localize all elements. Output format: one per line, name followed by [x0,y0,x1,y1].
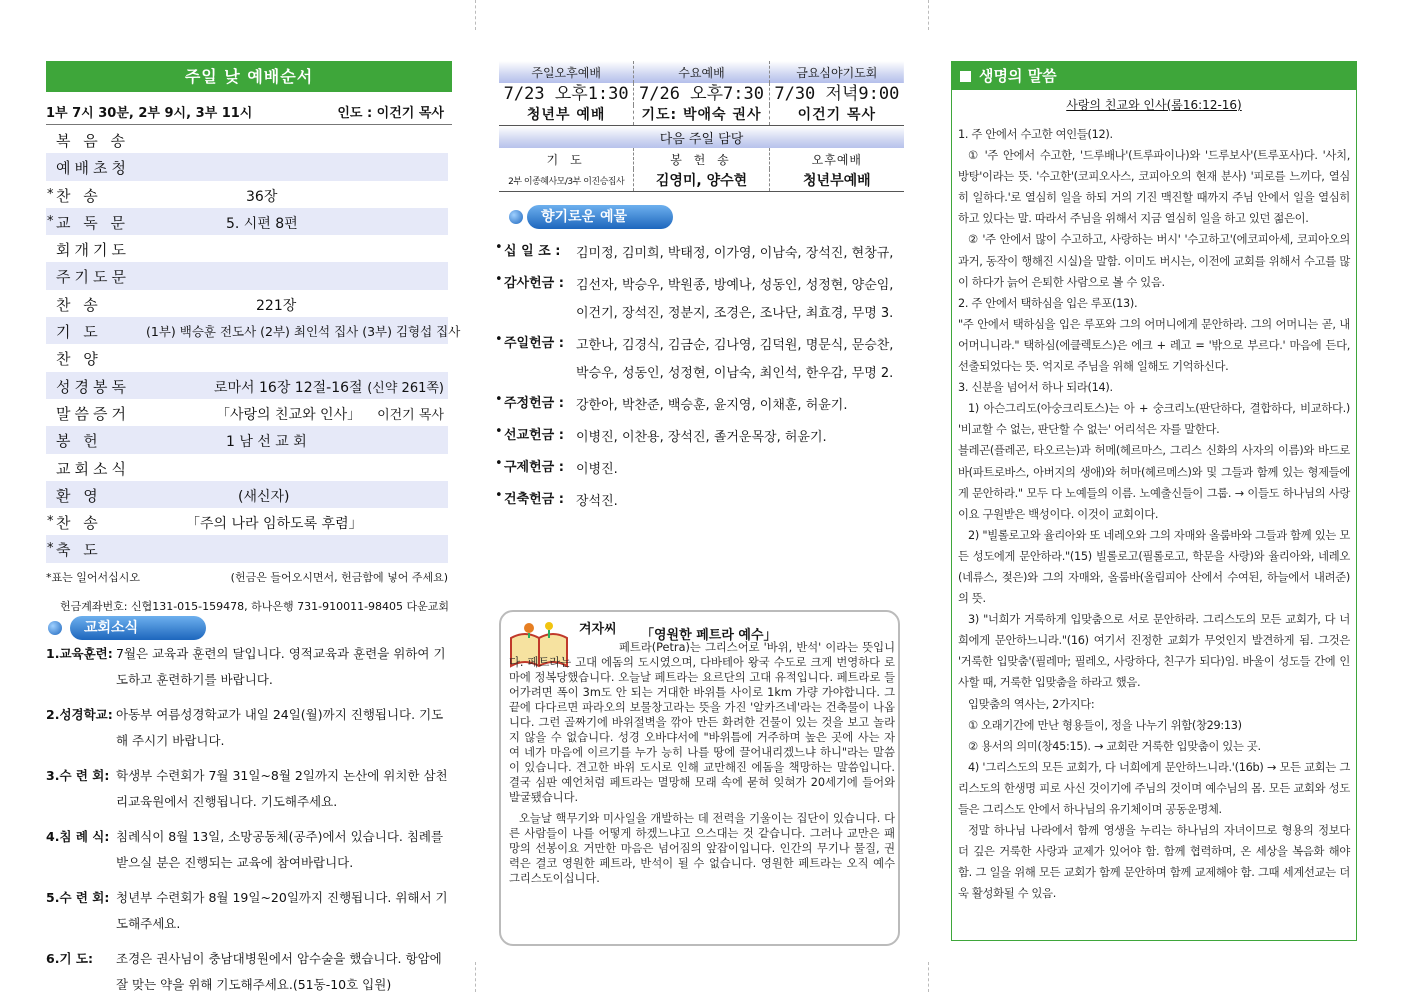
news-label: 1.교육훈련: [46,646,113,661]
bullet-icon: • [495,392,503,407]
order-label: 회개기도 [56,241,130,260]
news-label: 6.기 도: [46,951,93,966]
order-label: 주기도문 [56,268,130,287]
bullet-icon: • [495,488,503,503]
order-row [46,208,448,235]
order-label: 성경봉독 [56,377,130,396]
offering-names: 김미정, 김미희, 박태정, 이가영, 이남숙, 장석진, 현창규, [576,246,894,261]
service-when: 7/30 저녁9:00 [774,84,900,104]
offering-list [495,240,904,520]
story-tag: 겨자씨 [579,622,617,637]
offering-label: 십 일 조 : [504,244,561,259]
order-label: 봉 헌 [56,432,102,451]
service-schedule-table [499,61,904,192]
service-who: 청년부 예배 [499,105,634,126]
order-row [46,262,448,289]
service-times-row [46,96,452,125]
order-label: 교회소식 [56,459,130,478]
news-item [46,702,452,754]
offering-heading: 향기로운 예물 [527,205,673,229]
sermon-paragraph: 2) "빌롤로고와 율리아와 또 네레오와 그의 자매와 올룸바와 그들과 함께 있는 모든 성도에게 문안하라."(15) 빌롤로고(필롤로고, 학문을 사랑)와 율리아와, 네레오(네류스, 젖은)와 그의 자매와, 올룸바(올림피아 산에서 수여된, 하늘에서 내려준)의 뜻. [958,528,1350,606]
news-text: 청년부 수련회가 8월 19일~20일까지 진행됩니다. 위해서 기도해주세요. [116,890,448,931]
sermon-paragraph: 2. 주 안에서 택하심을 입은 루포(13). [958,296,1138,310]
order-value: 221장 [256,297,297,314]
offering-item [495,392,904,420]
order-label: 교 독 문 [56,213,130,232]
order-value: 1 남 선 교 회 [226,434,307,451]
order-row [46,399,448,426]
offering-names: 고한나, 김경식, 김금순, 김나영, 김덕원, 명문식, 문승찬, 박승우, 성동인, 성정현, 이남숙, 최인석, 한우감, 무명 2. [576,338,894,381]
news-item [46,946,452,998]
offering-item [495,488,904,516]
stand-mark: * [47,541,54,557]
service-name: 금요심야기도회 [796,65,878,80]
order-label: 찬 송 [56,186,102,205]
sermon-subtitle: 사랑의 친교와 인사(롬16:12-16) [1066,98,1242,112]
offering-item [495,240,904,268]
offering-label: 건축헌금 : [504,492,564,507]
service-who: 기도: 박애숙 권사 [634,105,769,126]
sermon-paragraph: 3. 신분을 넘어서 하나 되라(14). [958,381,1113,395]
order-row [46,508,448,535]
order-label: 기 도 [56,323,102,342]
bullet-icon: • [495,240,503,255]
duty-name: 기 도 [499,148,634,169]
order-value: 「사랑의 친교와 인사」 [216,406,362,423]
duty-who: 김영미, 양수현 [634,169,769,192]
church-news-heading: 교회소식 [70,616,206,640]
sermon-box [951,61,1357,941]
story-paragraph: 오늘날 핵무기와 미사일을 개발하는 데 전력을 기울이는 집단이 있습니다. 다른 사람들이 나를 어떻게 하겠느냐고 으스대는 것 같습니다. 그러나 교만은 패망의 선봉이요 거만한 마음은 넘어짐의 앞잡이입니다. 인간의 무기나 물질, 권력은 결코 영원한 페트라, 반석이 될 수 없습니다. 영원한 페트라는 오직 예수 그리스도이십니다. [509,812,895,885]
stand-mark: * [47,186,54,202]
order-label: 찬 송 [56,514,102,533]
service-name: 수요예배 [634,61,769,83]
duty-name: 오후예배 [811,153,863,167]
news-label: 4.침 례 식: [46,829,110,844]
news-text: 7월은 교육과 훈련의 달입니다. 영적교육과 훈련을 위하여 기도하고 훈련하기를 바랍니다. [116,646,446,687]
order-label: 예배초청 [56,159,130,178]
offering-item [495,456,904,484]
offering-names: 이병진, 이찬용, 장석진, 졸거운목장, 허윤기. [576,430,827,445]
sermon-paragraph: 3) "너희가 거룩하게 입맞춤으로 서로 문안하라. 그리스도의 모든 교회가, 다 너희에게 문안하느니라."(16) 여기서 진정한 교회가 무엇인지 발견하게 됨. 그것은 '거룩한 입맞춤'(필레마; 필레오, 사랑하다, 친구가 되다)임. 바울이 성도들 간에 인사할 때, 거룩한 입맞춤을 하라고 했음. [958,613,1350,690]
bullet-icon: • [495,424,503,439]
bullet-icon [509,210,523,224]
order-row [46,372,448,399]
news-item [46,824,452,876]
fold-line-left [475,0,476,30]
order-row [46,535,448,562]
news-label: 2.성경학교: [46,707,113,722]
order-row [46,481,448,508]
news-item [46,763,452,815]
duty-who: 2부 이종혜사모/3부 이진승집사 [499,169,634,192]
offering-label: 구제헌금 : [504,460,564,475]
order-label: 복 음 송 [56,132,130,150]
news-label: 3.수 련 회: [46,768,110,783]
sermon-paragraph: ② '주 안에서 많이 수고하고, 사랑하는 버시' '수고하고'(에코피아세, 코피아오의 과거, 동작이 행해진 시실)을 말함. 이미도 버시는, 이전에 교회를 위해서 수고를 많이 하다가 늙어 은퇴한 사람으로 볼 수 있음. [958,233,1350,289]
news-text: 침례식이 8월 13일, 소망공동체(공주)에서 있습니다. 침례를 받으실 분은 진행되는 교육에 참여바랍니다. [116,829,444,870]
story-paragraph: 페트라(Petra)는 그리스어로 '바위, 반석' 이라는 뜻입니다. 페트라는 고대 에돔의 도시였으며, 다바테아 왕국 수도로 크게 번영하다 로마에 정복당했습니다. 오늘날 페트라는 요르단의 고대 유적입니다. 페트라로 들어가려면 폭이 3m도 안 되는 거대한 바위틀 사이로 1km 가량 가야합니다. 그 끝에 다다르면 파라오의 보물창고라는 뜻을 가진 '알카즈네'라는 건축물이 나옵니다. 그런 골짜기에 바위절벽을 깎아 만든 화려한 건물이 있는 것을 보고 놀라지 않을 수 없습니다. 성경 오바댜서에 "바위틈에 거주하며 높은 곳에 사는 자여 네가 마음에 이르기를 누가 능히 나를 땅에 끌어내리겠느냐 하니"라는 말씀이 있습니다. 견고한 바위 도시로 인해 교만해진 에돔을 책망하는 말씀입니다. 결국 심판 예언처럼 페트라는 멸망해 모래 속에 묻혀 잊혀가 20세기에 들어와 발굴됐습니다. [509,641,895,804]
duty-who: 청년부예배 [769,169,904,192]
offering-names: 장석진. [576,494,618,509]
order-row [46,235,448,262]
offering-label: 주일헌금 : [504,336,564,351]
offering-note: (헌금은 들어오시면서, 헌금함에 넣어 주세요) [230,571,448,584]
service-when: 7/23 오후1:30 [499,83,634,105]
church-news-list [46,641,452,1007]
order-value: 36장 [246,188,278,205]
sermon-paragraph: 1. 주 안에서 수고한 여인들(12). [958,128,1113,141]
offering-item [495,424,904,452]
fold-line-right-bottom [928,962,929,992]
worship-order-list [46,126,461,563]
service-times: 1부 7시 30분, 2부 9시, 3부 11시 [46,106,253,121]
order-row [46,426,448,453]
sermon-paragraph: "주 안에서 택하심을 입은 루포와 그의 어머니에게 문안하라. 그의 어머니는 곧, 내 어머니니라." 택하심(에클렉토스)은 에크 + 레고 = '밖으로 부르다.' 마음에 든다, 선출되었다는 뜻. 억지로 주님을 위해 일해도 기억하신다. [958,317,1350,374]
order-label: 환 영 [56,486,102,505]
sermon-title-bar [952,62,1356,90]
order-value: 로마서 16장 12절-16절 [214,379,363,396]
offering-label: 감사헌금 : [504,276,564,291]
sermon-paragraph: ① '주 안에서 수고한, '드루배나'(트루파이나)와 '드루보사'(트루포사)다. '사치, 방탕'이라는 뜻. '수고한'(코피오사스, 코피아오의 현재 분사) '피로를 느끼다, 열심히 일하다.'로 열심히 일을 하되 거의 기진 맥진할 때까지 주님 안에서 일을 열심히 하고 있다는 말. 따라서 주님을 위해서 지금 열심히 일을 하고 있던 젊은이. [958,149,1350,226]
sermon-paragraph: 4) '그리스도의 모든 교회가, 다 너희에게 문안하느니라.'(16b) → 모든 교회는 그리스도의 한생명 피로 사신 것이기에 주님의 것이며 예수님의 몸. 모든 교회와 성도들은 그리스도 안에서 하나님의 유기체이며 공동운명체. [958,760,1350,816]
stand-note: *표는 일어서십시오 [46,571,141,584]
story-title: 「영원한 페트라 예수」 [641,628,777,643]
fold-line-right [928,0,929,30]
bullet-icon: • [495,272,503,287]
news-text: 아동부 여름성경학교가 내일 24일(월)까지 진행됩니다. 기도해 주시기 바랍니다. [116,707,444,748]
offering-item [495,332,904,388]
order-row [46,181,448,208]
bullet-icon: • [495,332,503,347]
sermon-paragraph: 블레곤(플레곤, 타오르는)과 허메(헤르마스, 그리스 신화의 사자의 이름)와 바드로바(파트로바스, 아버지의 생애)와 허마(헤르메스)와 및 그들과 함께 있는 형제들에게 문안하라." 모두 다 노예들의 이름. 노예출신들이 그룹. → 이들도 하나님의 사랑이요 구원받은 백성이다. 이것이 교회이다. [958,444,1350,521]
offering-item [495,272,904,328]
bullet-icon: • [495,456,503,471]
order-extra: (신약 261쪽) [367,380,444,396]
news-label: 5.수 련 회: [46,890,110,905]
account-number: 헌금계좌번호: 신협131-015-159478, 하나은행 731-910011-98405 다운교회 [60,600,450,613]
order-row [46,290,448,317]
mustard-seed-box [499,610,900,946]
order-row [46,153,448,180]
order-label: 축 도 [56,541,102,560]
order-row [46,344,448,371]
sermon-paragraph: ② 용서의 의미(창45:15). → 교회란 거룩한 입맞춤이 있는 곳. [968,739,1261,753]
order-row [46,317,461,344]
sermon-paragraph: ① 오래기간에 만난 형용들이, 정을 나누기 위함(창29:13) [968,718,1242,732]
offering-names: 김선자, 박승우, 박원종, 방예나, 성동인, 성정현, 양순임, 이건기, 장석진, 정분지, 조경은, 조나단, 최효경, 무명 3. [576,278,894,321]
sermon-paragraph: 1) 아슨그리도(아숭크리토스)는 아 + 숭크리노(판단하다, 결합하다, 비교하다.) '비교할 수 없는, 판단할 수 없는' 어리석은 자를 말한다. [958,402,1350,437]
story-body [509,640,895,892]
news-item [46,641,452,693]
offering-names: 이병진. [576,462,618,477]
offering-label: 주정헌금 : [504,396,564,411]
duty-name: 봉 헌 송 [634,148,769,169]
next-week-heading: 다음 주일 담당 [659,131,744,147]
order-extra: 이건기 목사 [377,407,444,423]
order-label: 찬 양 [56,350,102,369]
stand-mark: * [47,514,54,530]
bullet-icon [48,621,62,635]
order-note [46,569,452,585]
service-when: 7/26 오후7:30 [634,83,769,105]
news-text: 학생부 수련회가 7월 31일~8월 2일까지 논산에 위치한 삼천리교육원에서 진행됩니다. 기도해주세요. [116,768,448,809]
order-label: 말씀증거 [56,404,130,423]
service-leader: 인도 : 이건기 목사 [337,106,444,121]
service-who: 이건기 목사 [769,105,904,126]
order-row [46,454,448,481]
fold-line-left-bottom [475,962,476,992]
order-value: (1부) 백승훈 전도사 (2부) 최인석 집사 (3부) 김형섭 집사 [146,324,461,340]
order-value: (새신자) [238,488,290,505]
offering-names: 강한아, 박찬준, 백승훈, 윤지영, 이채훈, 허윤기. [576,398,848,413]
service-name: 주일오후예배 [499,61,634,83]
order-row [46,126,448,153]
sermon-title: 생명의 말씀 [979,67,1057,85]
order-label: 찬 송 [56,295,102,314]
sermon-paragraph: 입맞춤의 역사는, 2가지다: [968,697,1095,711]
sermon-text [958,124,1350,904]
stand-mark: * [47,213,54,229]
sermon-paragraph: 정말 하나님 나라에서 함께 영생을 누리는 하나님의 자녀이므로 형용의 정보다 더 깊은 거룩한 사랑과 교제가 있어야 함. 함께 협력하며, 온 세상을 복음화 해야 함. 그 일을 위해 모든 교회가 함께 문안하며 함께 교제해야 함. 그때 세계선교는 더욱 활성화될 수 있음. [958,824,1350,901]
news-item [46,885,452,937]
square-icon [960,71,971,82]
offering-label: 선교헌금 : [504,428,564,443]
news-text: 조경은 권사님이 충남대병원에서 암수술을 했습니다. 항암에 잘 맞는 약을 위해 기도해주세요.(51동-10호 입원) [116,951,442,992]
worship-order-title: 주일 낮 예배순서 [46,61,452,92]
order-value: 5. 시편 8편 [226,215,298,232]
order-value: 「주의 나라 임하도록 후렴」 [186,516,363,533]
